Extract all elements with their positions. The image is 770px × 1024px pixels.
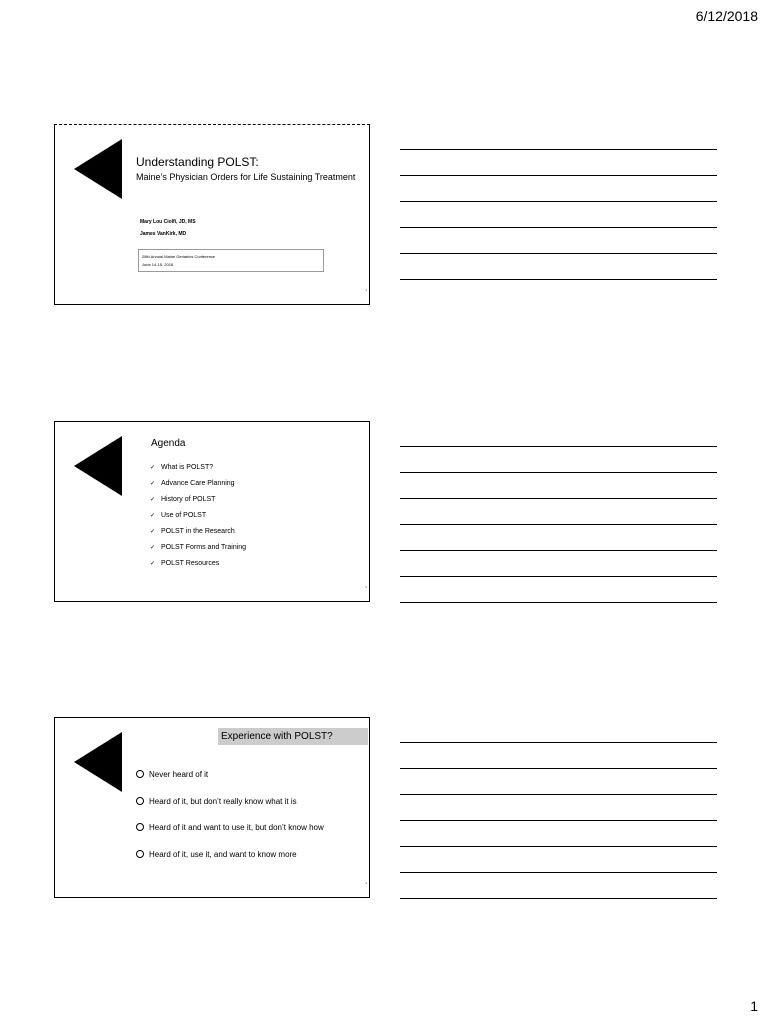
conference-box	[138, 249, 324, 272]
list-item: ✓ POLST in the Research	[150, 528, 235, 535]
circle-bullet-icon	[136, 770, 144, 778]
conference-dates: June 14-15, 2018	[142, 262, 174, 267]
triangle-arrow-icon	[74, 139, 122, 199]
slide-number: 1	[365, 288, 367, 292]
circle-bullet-icon	[136, 797, 144, 805]
slide-2-thumbnail	[54, 421, 370, 602]
slide-1-thumbnail	[54, 124, 370, 305]
note-line	[400, 872, 717, 873]
note-line	[400, 602, 717, 603]
checkmark-bullet-icon: ✓	[150, 465, 156, 471]
slide-1-subtitle: Maine’s Physician Orders for Life Sustaining Treatment	[136, 172, 356, 182]
notes-lines-1	[400, 149, 717, 305]
slide-3-thumbnail	[54, 717, 370, 898]
list-item: ✓ POLST Forms and Training	[150, 544, 247, 551]
experience-options-list	[136, 770, 324, 876]
note-line	[400, 472, 717, 473]
slide-number: 3	[365, 881, 367, 885]
agenda-list	[150, 464, 246, 576]
list-item: ✓ Advance Care Planning	[150, 480, 235, 487]
list-item: Never heard of it	[136, 770, 324, 797]
print-date: 6/12/2018	[695, 8, 758, 24]
note-line	[400, 175, 717, 176]
notes-lines-3	[400, 742, 717, 924]
note-line	[400, 279, 717, 280]
notes-lines-2	[400, 446, 717, 628]
note-line	[400, 149, 717, 150]
note-line	[400, 550, 717, 551]
note-line	[400, 794, 717, 795]
slide-3-title: Experience with POLST?	[218, 728, 368, 745]
note-line	[400, 524, 717, 525]
checkmark-bullet-icon: ✓	[150, 513, 156, 519]
list-item: ✓ What is POLST?	[150, 464, 214, 471]
author-2: James VanKirk, MD	[140, 231, 187, 237]
note-line	[400, 576, 717, 577]
note-line	[400, 846, 717, 847]
author-1: Mary Lou Ciolfi, JD, MS	[140, 219, 196, 225]
list-item: Heard of it and want to use it, but don’t know how	[136, 823, 324, 850]
note-line	[400, 227, 717, 228]
list-item: Heard of it, but don’t really know what it is	[136, 797, 324, 824]
checkmark-bullet-icon: ✓	[150, 497, 156, 503]
note-line	[400, 253, 717, 254]
circle-bullet-icon	[136, 850, 144, 858]
circle-bullet-icon	[136, 823, 144, 831]
conference-name: 28th Annual Maine Geriatrics Conference	[142, 254, 216, 259]
note-line	[400, 820, 717, 821]
note-line	[400, 498, 717, 499]
triangle-arrow-icon	[74, 732, 122, 792]
triangle-arrow-icon	[74, 436, 122, 496]
checkmark-bullet-icon: ✓	[150, 545, 156, 551]
list-item: ✓ History of POLST	[150, 496, 216, 503]
note-line	[400, 201, 717, 202]
slide-1-title: Understanding POLST:	[136, 155, 259, 169]
checkmark-bullet-icon: ✓	[150, 529, 156, 535]
slide-number: 2	[365, 585, 367, 589]
list-item: ✓ POLST Resources	[150, 560, 220, 567]
checkmark-bullet-icon: ✓	[150, 481, 156, 487]
page-number: 1	[750, 998, 758, 1014]
list-item: Heard of it, use it, and want to know more	[136, 850, 324, 877]
checkmark-bullet-icon: ✓	[150, 561, 156, 567]
slide-2-title: Agenda	[151, 438, 186, 449]
note-line	[400, 742, 717, 743]
note-line	[400, 898, 717, 899]
note-line	[400, 768, 717, 769]
list-item: ✓ Use of POLST	[150, 512, 207, 519]
note-line	[400, 446, 717, 447]
